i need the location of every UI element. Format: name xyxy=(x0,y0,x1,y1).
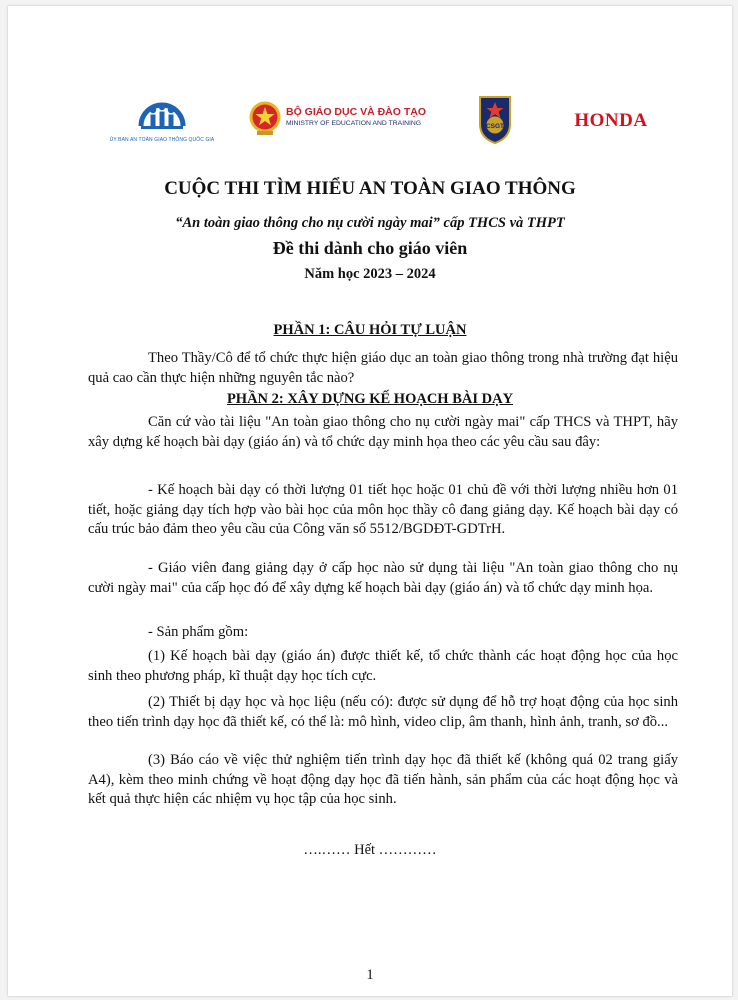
atgt-caption: ỦY BAN AN TOÀN GIAO THÔNG QUỐC GIA xyxy=(109,137,215,143)
contest-title: CUỘC THI TÌM HIỂU AN TOÀN GIAO THÔNG xyxy=(164,178,576,199)
page-number: 1 xyxy=(366,967,374,983)
product-2 xyxy=(88,693,678,732)
part1-question xyxy=(88,349,678,388)
product-3 xyxy=(88,751,678,810)
product-1 xyxy=(88,647,678,686)
requirement-2 xyxy=(88,559,678,598)
ministry-name: BỘ GIÁO DỤC VÀ ĐÀO TẠO xyxy=(286,106,427,118)
part2-heading: PHẦN 2: XÂY DỰNG KẾ HOẠCH BÀI DẠY xyxy=(226,391,514,407)
end-marker: ….…… Hết ………… xyxy=(303,842,437,858)
product-3-text: (3) Báo cáo về việc thử nghiệm tiến trình dạy học đã thiết kế (không quá 02 trang giấy A4), kèm theo minh chứng về hoạt động dạy học đã tiến hành, sản phẩm của các hoạt động học và kết quả thực hiện các nhiệm vụ học tập của học sinh. xyxy=(88,752,678,807)
products-label-text: - Sản phẩm gồm: xyxy=(148,624,249,640)
honda-logo xyxy=(556,106,666,132)
products-label xyxy=(88,623,678,643)
ministry-english-name: MINISTRY OF EDUCATION AND TRAINING xyxy=(286,120,422,127)
part1-question-text: Theo Thầy/Cô để tổ chức thực hiện giáo dục an toàn giao thông trong nhà trường đạt hiệu quả cao cần thực hiện những nguyên tắc nào? xyxy=(88,350,678,386)
requirement-2-text: - Giáo viên đang giảng dạy ở cấp học nào sử dụng tài liệu "An toàn giao thông cho nụ cười ngày mai" của cấp học đó để xây dựng kế hoạch bài dạy (giáo án) và tổ chức dạy minh họa. xyxy=(88,560,678,596)
requirement-1-text: - Kế hoạch bài dạy có thời lượng 01 tiết học hoặc 01 chủ đề với thời lượng nhiều hơn 01 tiết, hoặc giảng dạy tích hợp vào bài học của môn học thầy cô đang giảng dạy. Kế hoạch bài dạy có cấu trúc bảo đảm theo yêu cầu của Công văn số 5512/BGDĐT-GDTrH. xyxy=(88,482,678,537)
national-emblem-icon xyxy=(248,98,282,138)
honda-wordmark: HONDA xyxy=(574,110,648,131)
part2-intro xyxy=(88,413,678,452)
document-page xyxy=(8,6,732,996)
part2-intro-text: Căn cứ vào tài liệu "An toàn giao thông cho nụ cười ngày mai" cấp THCS và THPT, hãy xây dựng kế hoạch bài dạy (giáo án) và tổ chức dạy minh họa theo các yêu cầu sau đây: xyxy=(88,414,678,450)
exam-audience: Đề thi dành cho giáo viên xyxy=(272,238,468,258)
honda-wordmark-icon xyxy=(556,106,666,132)
requirement-1 xyxy=(88,481,678,540)
ministry-of-education-logo xyxy=(248,98,438,138)
traffic-police-shield-icon xyxy=(478,94,512,144)
logo-strip xyxy=(8,94,732,146)
national-traffic-safety-committee-logo xyxy=(108,96,216,142)
csgt-label: CSGT xyxy=(485,123,505,130)
product-1-text: (1) Kế hoạch bài dạy (giáo án) được thiết kế, tổ chức thành các hoạt động học của học sinh theo phương pháp, kĩ thuật dạy học tích cực. xyxy=(88,648,678,684)
traffic-police-logo xyxy=(478,94,512,144)
contest-subtitle: “An toàn giao thông cho nụ cười ngày mai” cấp THCS và THPT xyxy=(175,215,565,231)
traffic-safety-emblem-icon xyxy=(137,96,187,132)
school-year: Năm học 2023 – 2024 xyxy=(304,266,436,282)
part1-heading: PHẦN 1: CÂU HỎI TỰ LUẬN xyxy=(273,322,467,338)
product-2-text: (2) Thiết bị dạy học và học liệu (nếu có): được sử dụng để hỗ trợ hoạt động của học sinh theo tiến trình dạy học đã thiết kế, có thể là: mô hình, video clip, âm thanh, hình ảnh, tranh, sơ đồ... xyxy=(88,694,678,730)
